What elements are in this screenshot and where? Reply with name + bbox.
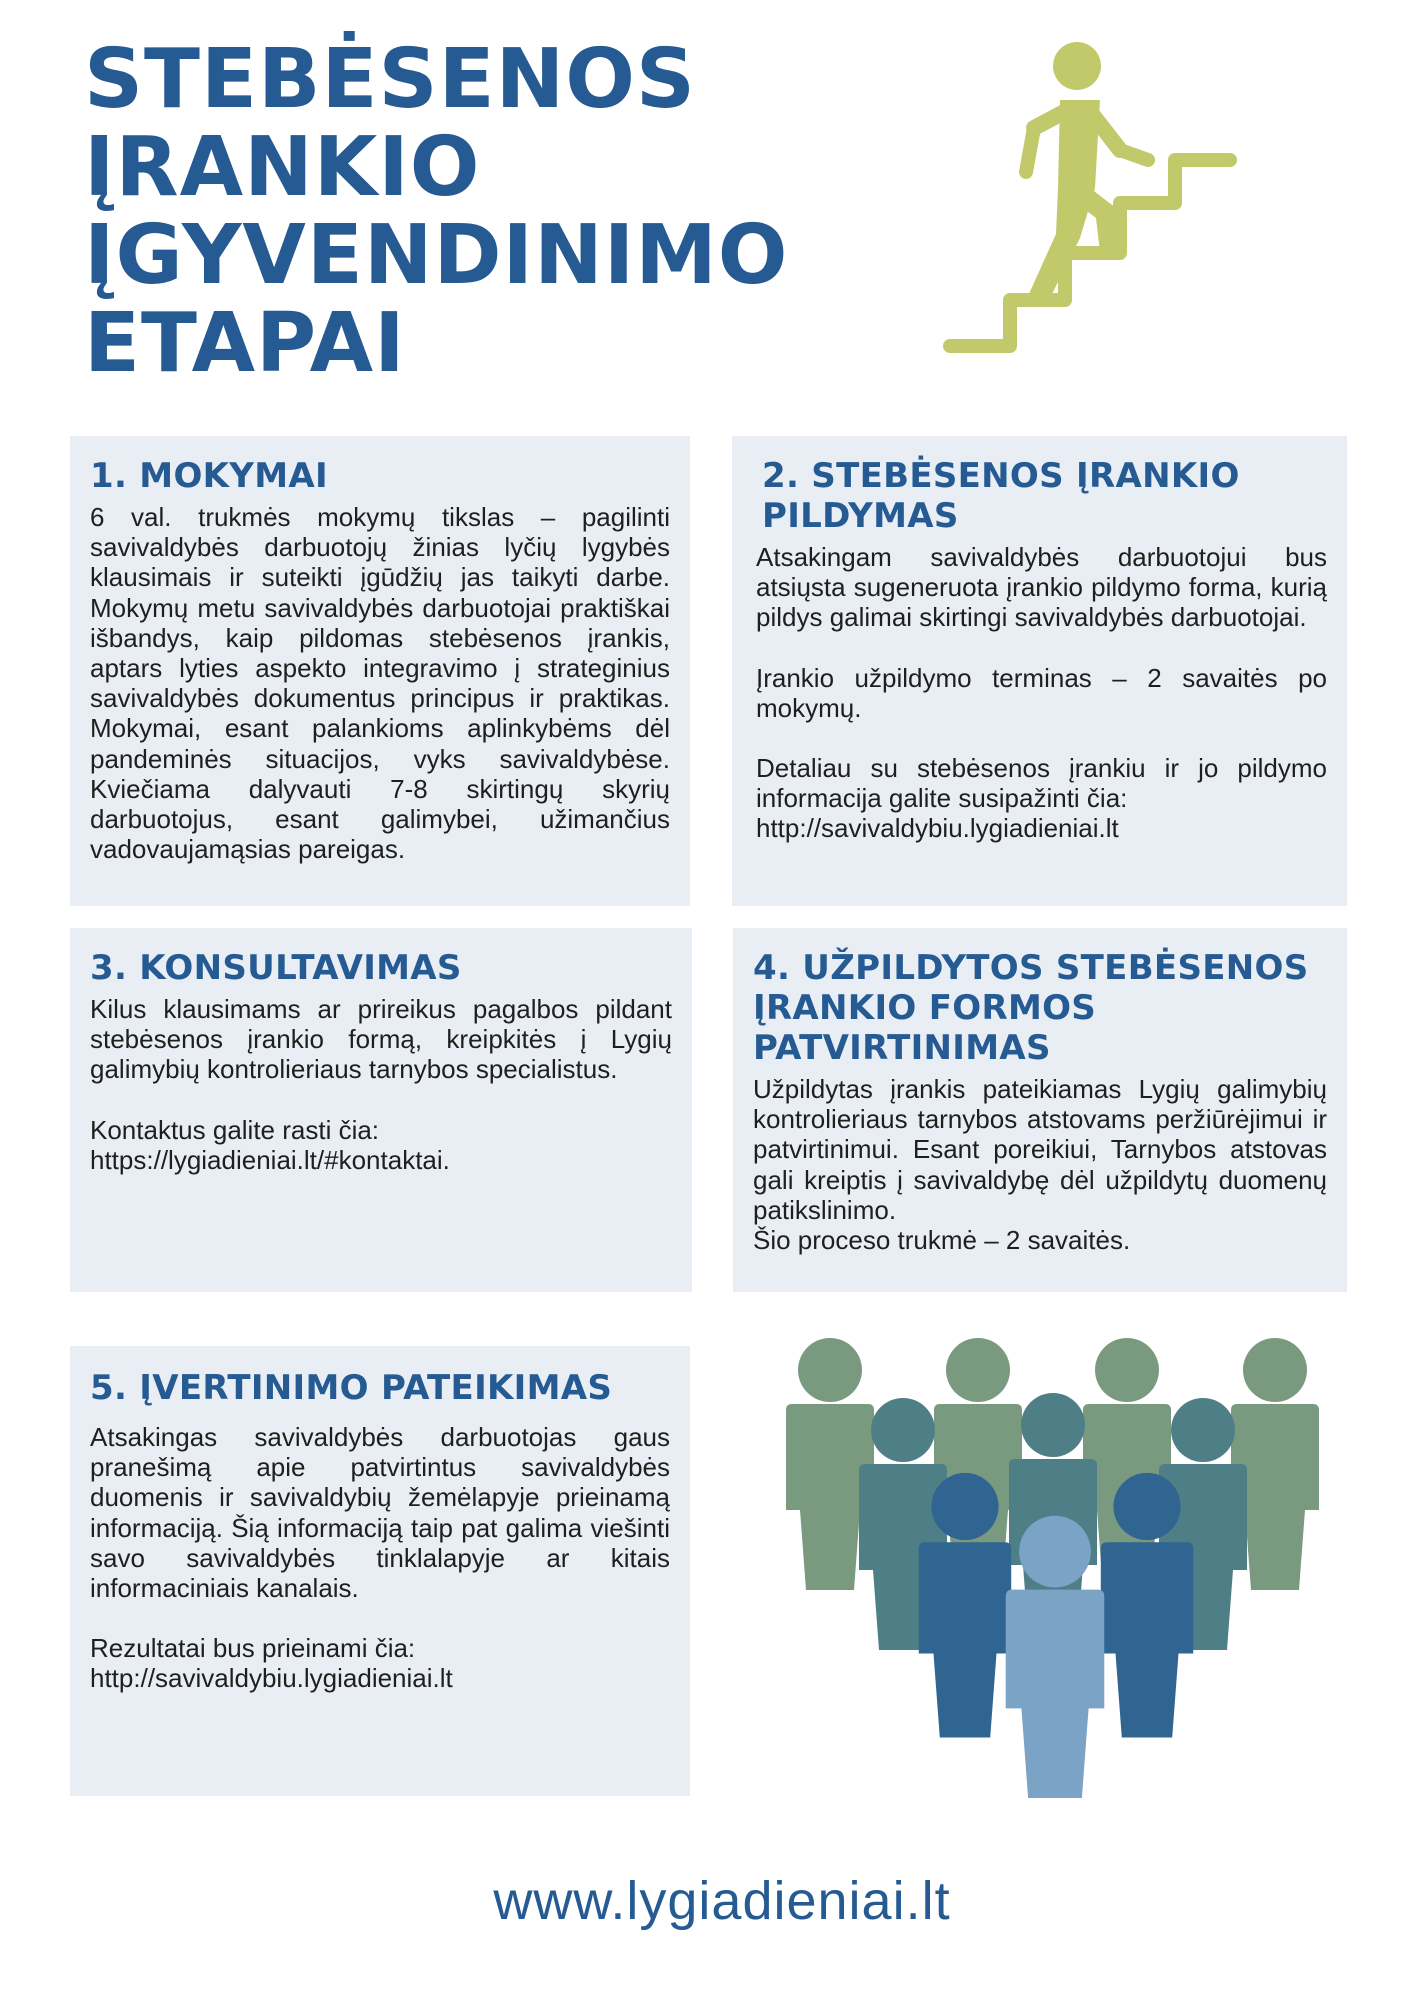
card-text: Kilus klausimams ar prireikus pagalbos pildant stebėsenos įrankio formą, kreipkitės į Lygių galimybių kontrolieriaus tarnybos specialistus. (90, 994, 672, 1085)
step-card-mokymai (70, 436, 690, 906)
website-link[interactable]: www.lygiadieniai.lt (493, 1871, 951, 1931)
title-line: STEBĖSENOS (84, 32, 696, 127)
step-card-pateikimas (70, 1346, 690, 1796)
step-card-patvirtinimas (733, 928, 1347, 1292)
link-text[interactable]: http://savivaldybiu.lygiadieniai.lt (90, 1663, 453, 1694)
title-line: ĮRANKIO (84, 120, 481, 215)
step-card-konsultavimas (70, 928, 692, 1292)
card-text: Atsakingas savivaldybės darbuotojas gaus pranešimą apie patvirtintus savivaldybės duomenis ir savivaldybių žemėlapyje prieinamą informaciją. Šią informaciją taip pat galima viešinti savo savivaldybės tinklalapyje ar kitais informaciniais kanalais. (90, 1422, 670, 1604)
card-heading: 5. ĮVERTINIMO PATEIKIMAS (90, 1368, 613, 1408)
person-climbing-stairs-icon (930, 38, 1250, 358)
card-text: Atsakingam savivaldybės darbuotojui bus atsiųsta sugeneruota įrankio pildymo forma, kurią pildys galimai skirtingi savivaldybės darbuotojai. (756, 542, 1327, 633)
people-group-icon (775, 1330, 1335, 1810)
title-line: ĮGYVENDINIMO (84, 208, 789, 303)
card-heading: 1. MOKYMAI (90, 456, 328, 496)
step-card-pildymas (732, 436, 1347, 906)
card-text: Užpildytas įrankis pateikiamas Lygių galimybių kontrolieriaus tarnybos atstovams peržiūrėjimui ir patvirtinimui. Esant poreikiui, Tarnybos atstovas gali kreiptis į savivaldybę dėl užpildytų duomenų patikslinimo. (753, 1074, 1327, 1225)
link-text[interactable]: https://lygiadieniai.lt/#kontaktai. (90, 1144, 450, 1175)
link-text[interactable]: http://savivaldybiu.lygiadieniai.lt (756, 813, 1119, 844)
card-heading: 3. KONSULTAVIMAS (90, 948, 462, 988)
card-text: Rezultatai bus prieinami čia: (90, 1633, 416, 1664)
card-text: Šio proceso trukmė – 2 savaitės. (753, 1225, 1131, 1256)
card-text: 6 val. trukmės mokymų tikslas – pagilinti savivaldybės darbuotojų žinias lyčių lygybės klausimais ir suteikti įgūdžių jas taikyti darbe. Mokymų metu savivaldybės darbuotojai praktiškai išbandys, kaip pildomas stebėsenos įrankis, aptars lyties aspekto integravimo į strateginius savivaldybės dokumentus principus ir praktikas. Mokymai, esant palankioms aplinkybėms dėl pandeminės situacijos, vyks savivaldybėse. Kviečiama dalyvauti 7-8 skirtingų skyrių darbuotojus, esant galimybei, užimančius vadovaujamąsias pareigas. (90, 502, 670, 865)
card-heading: 2. STEBĖSENOS ĮRANKIO PILDYMAS (762, 456, 1240, 536)
title-line: ETAPAI (84, 296, 406, 391)
page-title (84, 32, 789, 391)
card-text: Detaliau su stebėsenos įrankiu ir jo pildymo informacija galite susipažinti čia: (756, 753, 1327, 814)
card-text: Įrankio užpildymo terminas – 2 savaitės po mokymų. (756, 662, 1327, 723)
card-heading: 4. UŽPILDYTOS STEBĖSENOS ĮRANKIO FORMOS PATVIRTINIMAS (753, 948, 1309, 1068)
card-text: Kontaktus galite rasti čia: (90, 1114, 380, 1145)
